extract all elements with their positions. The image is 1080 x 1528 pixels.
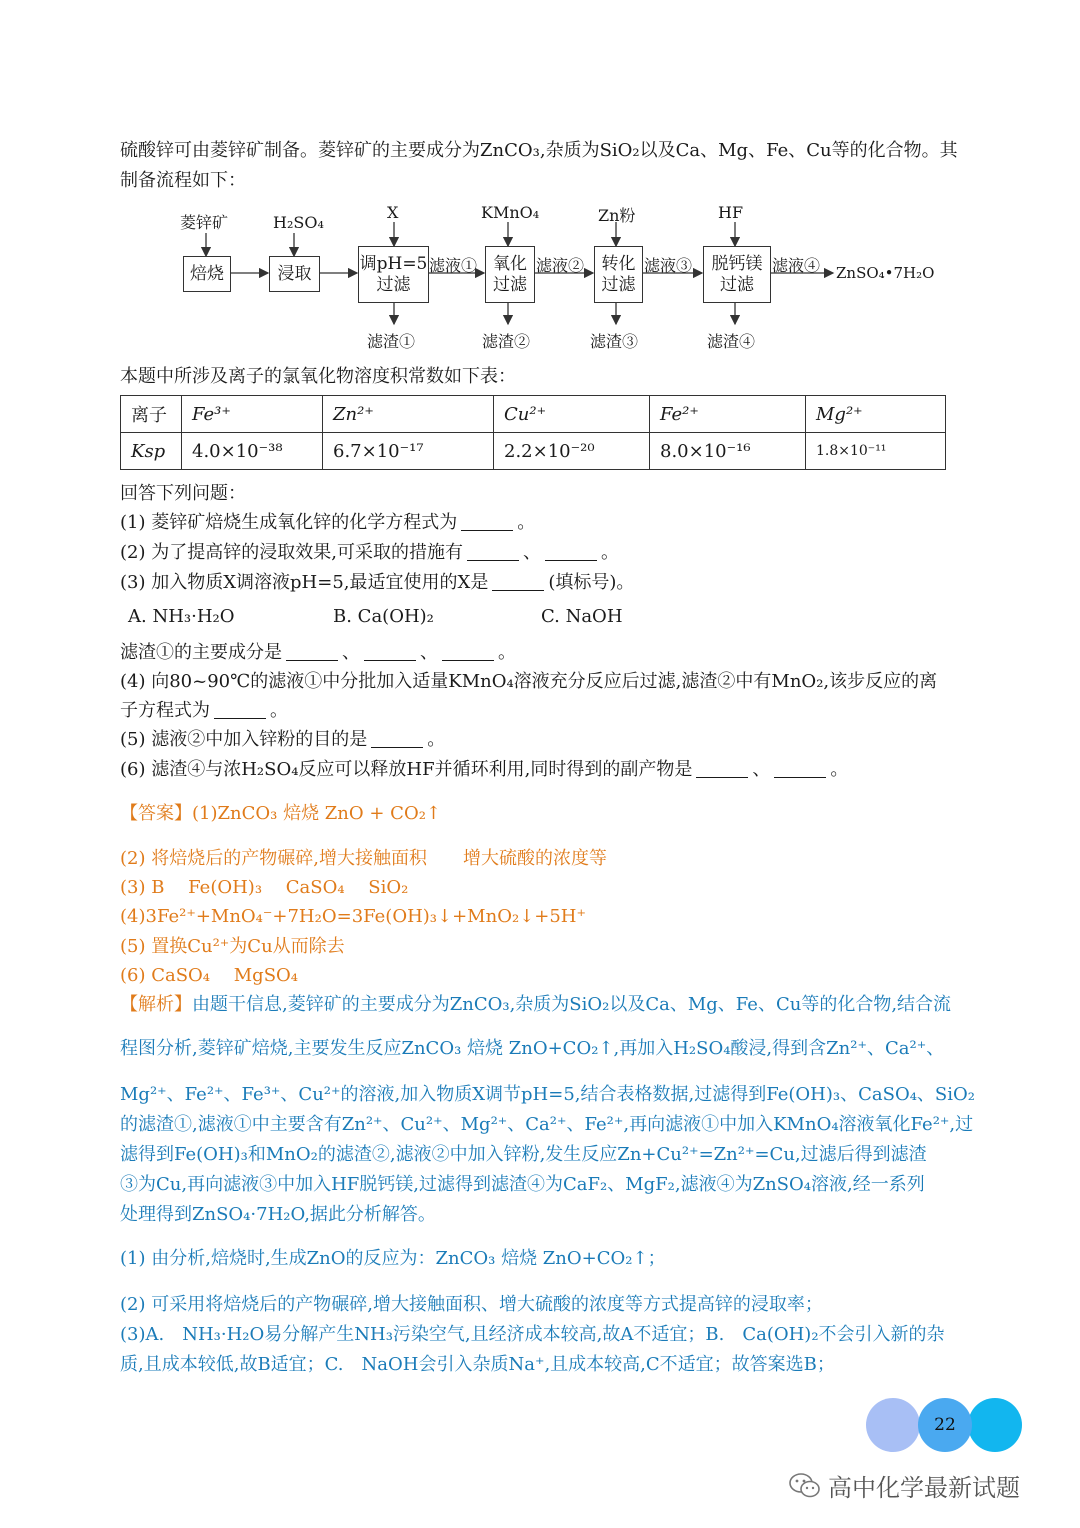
flow-filtrate-1: 滤液①: [429, 256, 478, 275]
question-6-text: (6) 滤渣④与浓H₂SO₄反应可以释放HF并循环利用,同时得到的副产物是: [120, 759, 693, 780]
intro-line-2: 制备流程如下：: [120, 170, 246, 191]
flow-reagent-hf: HF: [718, 203, 744, 222]
flow-reagent-x: X: [387, 203, 399, 222]
wechat-icon: [788, 1472, 822, 1500]
flow-box-leach: [269, 256, 320, 292]
answer-1: [120, 803, 1000, 825]
flow-residue-4: 滤渣④: [707, 332, 756, 351]
analysis-line-1-text: 由题干信息,菱锌矿的主要成分为ZnCO₃,杂质为SiO₂以及Ca、Mg、Fe、Cu等的化合物,结合流: [192, 994, 952, 1015]
watermark: [788, 1468, 1020, 1503]
flow-filtrate-3: 滤液③: [644, 256, 693, 275]
analysis-line-10: (3)A. NH₃·H₂O易分解产生NH₃污染空气,且经济成本较高,故A不适宜；B. Ca(OH)₂不会引入新的杂: [120, 1324, 945, 1345]
answer-1-text: (1)ZnCO₃ 焙烧 ZnO + CO₂↑: [192, 803, 441, 824]
intro-line-1: 硫酸锌可由菱锌矿制备。菱锌矿的主要成分为ZnCO₃,杂质为SiO₂以及Ca、Mg、Fe、Cu等的化合物。其: [120, 140, 958, 161]
answer-blank: [442, 660, 494, 661]
analysis-line-8: (1) 由分析,焙烧时,生成ZnO的反应为：ZnCO₃ 焙烧 ZnO+CO₂↑；: [120, 1248, 666, 1269]
flow-reagent-kmno4: KMnO₄: [481, 203, 540, 222]
answer-blank: [545, 560, 597, 561]
flow-box-ph-line2: 过滤: [376, 274, 411, 295]
question-2: (2) 为了提高锌的浸取效果,可采取的措施有 、 。: [120, 542, 619, 563]
answer-blank: [774, 777, 826, 778]
analysis-line-1: [120, 994, 1000, 1016]
page-badge-right-circle: [968, 1398, 1022, 1452]
residue-question-text: 滤渣①的主要成分是: [120, 642, 282, 663]
flow-box-leach-label: 浸取: [277, 263, 312, 284]
table-cell: Ksp: [121, 433, 182, 470]
flow-product: ZnSO₄•7H₂O: [836, 264, 935, 282]
question-5: (5) 滤液②中加入锌粉的目的是 。: [120, 729, 446, 750]
watermark-text: 高中化学最新试题: [828, 1474, 1020, 1502]
question-6: (6) 滤渣④与浓H₂SO₄反应可以释放HF并循环利用,同时得到的副产物是 、 。: [120, 759, 849, 780]
table-cell: 6.7×10⁻¹⁷: [323, 433, 494, 470]
question-1: (1) 菱锌矿焙烧生成氧化锌的化学方程式为 。: [120, 512, 536, 533]
page-number: 22: [918, 1398, 972, 1452]
flow-box-oxidize: [485, 246, 535, 303]
table-cell: Mg²⁺: [806, 396, 946, 433]
question-3-text: (3) 加入物质X调溶液pH=5,最适宜使用的X是: [120, 572, 489, 593]
flow-box-convert-line1: 转化: [601, 253, 636, 274]
answer-2: (2) 将焙烧后的产物碾碎,增大接触面积 增大硫酸的浓度等: [120, 848, 607, 869]
flow-box-oxidize-line2: 过滤: [493, 274, 527, 295]
answer-3: (3) B Fe(OH)₃ CaSO₄ SiO₂: [120, 877, 409, 898]
flow-box-ph: [358, 246, 429, 303]
flow-box-convert-line2: 过滤: [601, 274, 636, 295]
flow-box-ph-line1: 调pH=5: [359, 253, 428, 274]
table-cell: 8.0×10⁻¹⁶: [650, 433, 806, 470]
flow-residue-2: 滤渣②: [482, 332, 531, 351]
answer-4: (4)3Fe²⁺+MnO₄⁻+7H₂O=3Fe(OH)₃↓+MnO₂↓+5H⁺: [120, 906, 586, 927]
question-2-text: (2) 为了提高锌的浸取效果,可采取的措施有: [120, 542, 463, 563]
answer-5: (5) 置换Cu²⁺为Cu从而除去: [120, 936, 345, 957]
table-row: [121, 396, 946, 433]
flow-filtrate-4: 滤液④: [772, 256, 821, 275]
flowchart-arrows: [0, 0, 1080, 360]
analysis-line-2: 程图分析,菱锌矿焙烧,主要发生反应ZnCO₃ 焙烧 ZnO+CO₂↑,再加入H₂SO₄酸浸,得到含Zn²⁺、Ca²⁺、: [120, 1038, 945, 1059]
flow-residue-1: 滤渣①: [367, 332, 416, 351]
question-3: [120, 572, 1000, 594]
table-caption: 本题中所涉及离子的氯氧化物溶度积常数如下表：: [120, 366, 516, 387]
flow-box-convert: [594, 246, 643, 303]
flow-box-roast: [183, 256, 231, 292]
answer-blank: [286, 660, 338, 661]
option-c: C. NaOH: [541, 606, 623, 627]
answer-blank: [461, 530, 513, 531]
question-4-line-2: 子方程式为 。: [120, 700, 288, 721]
answer-blank: [492, 590, 544, 591]
analysis-line-3: Mg²⁺、Fe²⁺、Fe³⁺、Cu²⁺的溶液,加入物质X调节pH=5,结合表格数据,过滤得到Fe(OH)₃、CaSO₄、SiO₂: [120, 1084, 975, 1105]
analysis-line-4: 的滤渣①,滤液①中主要含有Zn²⁺、Cu²⁺、Mg²⁺、Ca²⁺、Fe²⁺,再向滤液①中加入KMnO₄溶液氧化Fe²⁺,过: [120, 1114, 974, 1135]
table-cell: Cu²⁺: [494, 396, 650, 433]
flow-box-roast-label: 焙烧: [190, 263, 224, 284]
flow-box-oxidize-line1: 氧化: [493, 253, 527, 274]
table-cell: 1.8×10⁻¹¹: [806, 433, 946, 470]
table-cell: 2.2×10⁻²⁰: [494, 433, 650, 470]
answer-blank: [467, 560, 519, 561]
flow-reagent-zn: Zn粉: [598, 206, 636, 225]
analysis-line-5: 滤得到Fe(OH)₃和MnO₂的滤渣②,滤液②中加入锌粉,发生反应Zn+Cu²⁺=Zn²⁺=Cu,过滤后得到滤渣: [120, 1144, 927, 1165]
question-3-options: [128, 606, 1000, 628]
flow-box-decamg: [703, 246, 771, 303]
flow-box-decamg-line1: 脱钙镁: [711, 253, 763, 274]
flow-residue-3: 滤渣③: [590, 332, 639, 351]
answer-blank: [364, 660, 416, 661]
table-cell: 4.0×10⁻³⁸: [182, 433, 323, 470]
table-cell: Fe²⁺: [650, 396, 806, 433]
question-5-text: (5) 滤液②中加入锌粉的目的是: [120, 729, 368, 750]
flow-raw-material: 菱锌矿: [180, 213, 229, 232]
flow-box-decamg-line2: 过滤: [720, 274, 754, 295]
table-row: [121, 433, 946, 470]
ksp-table: [120, 395, 946, 470]
analysis-line-7: 处理得到ZnSO₄·7H₂O,据此分析解答。: [120, 1204, 436, 1225]
answer-6: (6) CaSO₄ MgSO₄: [120, 965, 299, 986]
question-4-text: 子方程式为: [120, 700, 210, 721]
table-cell: Zn²⁺: [323, 396, 494, 433]
question-4-line-1: (4) 向80~90℃的滤液①中分批加入适量KMnO₄溶液充分反应后过滤,滤渣②中有MnO₂,该步反应的离: [120, 671, 938, 692]
analysis-line-9: (2) 可采用将焙烧后的产物碾碎,增大接触面积、增大硫酸的浓度等方式提高锌的浸取率；: [120, 1294, 823, 1315]
option-a: A. NH₃·H₂O: [128, 606, 235, 627]
page-badge-left-circle: [866, 1398, 920, 1452]
table-cell: Fe³⁺: [182, 396, 323, 433]
flow-filtrate-2: 滤液②: [536, 256, 585, 275]
residue-question: 滤渣①的主要成分是 、 、 。: [120, 642, 516, 663]
answer-label: 【答案】: [120, 803, 192, 824]
answer-blank: [371, 747, 423, 748]
question-3-tail: (填标号)。: [548, 572, 635, 593]
analysis-line-11: 质,且成本较低,故B适宜；C. NaOH会引入杂质Na⁺,且成本较高,C不适宜；故答案选B；: [120, 1354, 835, 1375]
flow-acid: H₂SO₄: [273, 213, 324, 232]
analysis-label: 【解析】: [120, 994, 192, 1015]
analysis-line-6: ③为Cu,再向滤液③中加入HF脱钙镁,过滤得到滤渣④为CaF₂、MgF₂,滤液④为ZnSO₄溶液,经一系列: [120, 1174, 925, 1195]
option-b: B. Ca(OH)₂: [333, 606, 434, 627]
answer-blank: [214, 718, 266, 719]
questions-head: 回答下列问题：: [120, 483, 246, 504]
question-1-text: (1) 菱锌矿焙烧生成氧化锌的化学方程式为: [120, 512, 458, 533]
answer-blank: [696, 777, 748, 778]
table-cell: 离子: [121, 396, 182, 433]
